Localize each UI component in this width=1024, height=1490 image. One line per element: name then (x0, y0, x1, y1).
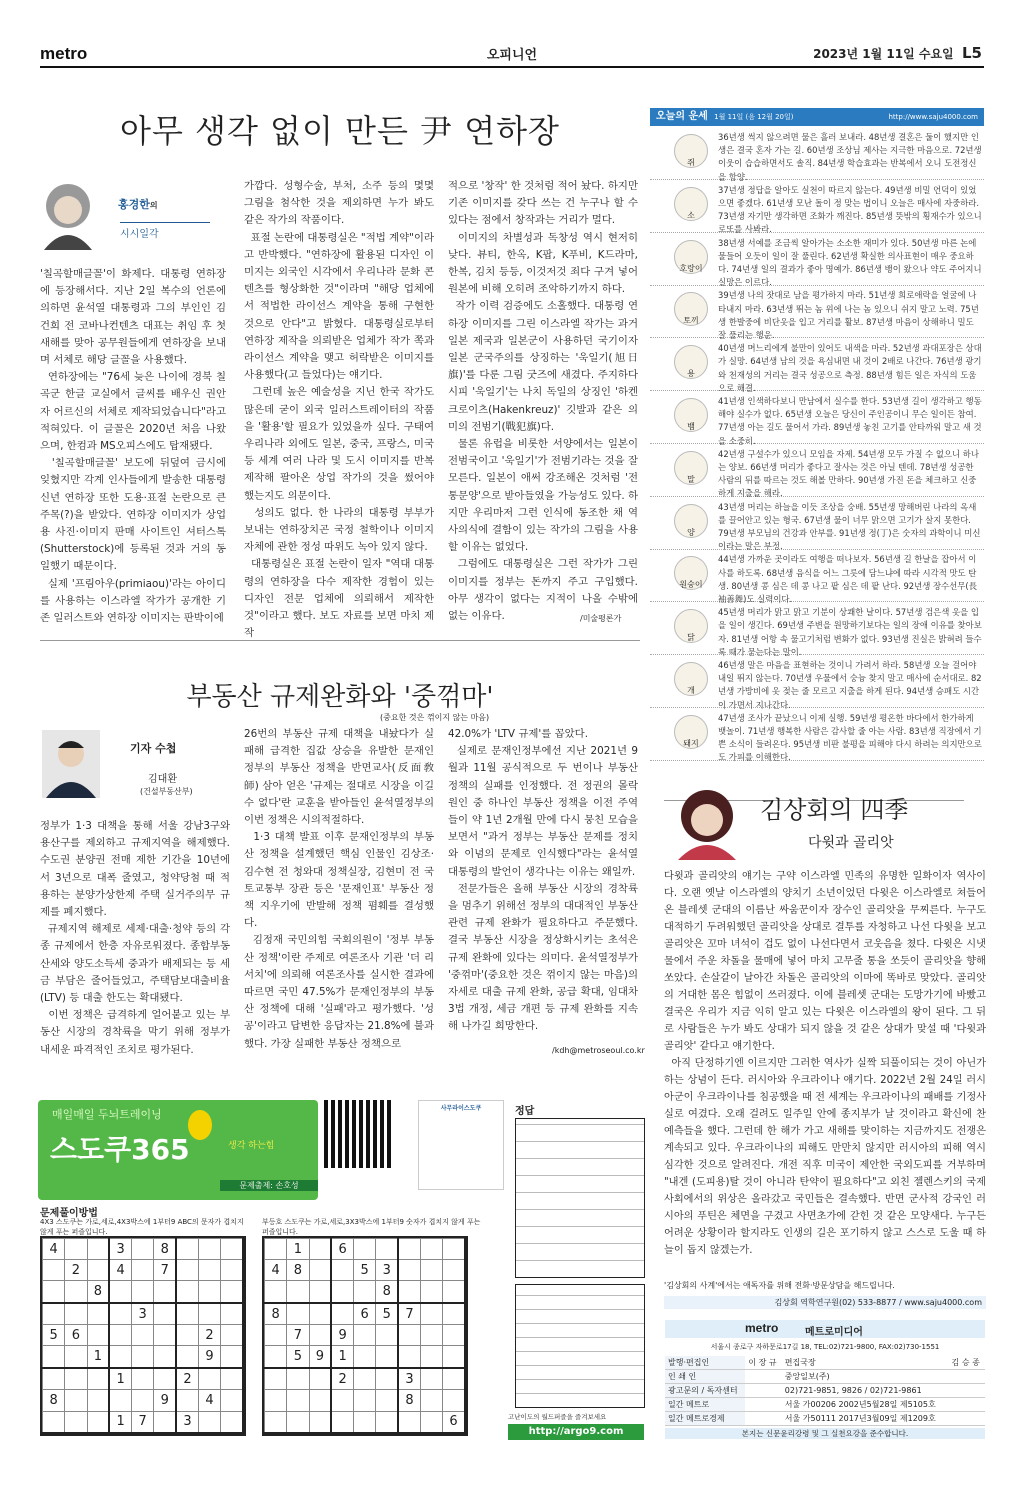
zodiac-icon (674, 292, 708, 326)
sudoku-cell[interactable] (376, 1411, 398, 1433)
fortune-text: 44년생 가까운 곳이라도 여행을 떠나보자. 56년생 길 한날을 잡아서 이사를 하도록. 68년생 음식을 어느 그릇에 담느냐에 따라 시각적 맛도 탄생. 80년생 콩 심은 데 콩 나고 팥 심은 데 팥 난다. 92년생 장수선무(長袖善舞)도 실력이다. (718, 554, 977, 604)
zodiac-label: 원숭이 (679, 580, 703, 590)
masthead-name: 메트로미디어 (805, 1327, 863, 1338)
column3-subtitle: 다윗과 골리앗 (808, 835, 894, 851)
sudoku-cell[interactable] (354, 1346, 376, 1368)
fortune-text: 37년생 정답을 알아도 실천이 따르지 않는다. 49년생 비밀 언덕이 있었으면 좋겠다. 61년생 모난 돌이 정 맞는 법이니 오늘은 매사에 자중하라. 73년생 자기만 생각하면 조화가 깨진다. 85년생 뜻밖의 횡재수가 있으니 로또를 사봐라. (718, 184, 982, 235)
sudoku-cell[interactable] (132, 1346, 154, 1368)
sudoku-cell[interactable] (376, 1346, 398, 1368)
editorial1-col3: 적으로 '창작' 한 것처럼 적어 놨다. 하지만 기존 이미지를 갖다 쓰는 건 누구나 할 수 있다는 점에서 창작과는 거리가 멀다. 이미지의 차별성과 독창성 역시 현저히 낮다. 뷰티, 한옥, K팝, K푸비, K드라마, 한복, 김치 등등, 이것저것 죄다 구겨 넣어 원본에 비해 오히려 조악하기까지 하다. 작가 이력 검증에도 소홀했다. 대통령 연하장 이미지를 그린 이스라엘 작가는 과거 일본 제국과 일본군이 사용하던 국기이자 일본 군국주의를 상징하는 '욱일기(旭日旗)'를 다룬 그림 굿즈에 새겼다. 주지하다시피 '욱일기'는 나치 독일의 상징인 '하켄크로이츠(Hakenkreuz)' 깃발과 같은 의미의 전범기(戰犯旗)다. 물론 유럽을 비롯한 서양에서는 일본이 전범국이고 '욱일기'가 전범기라는 것을 잘 모른다. 일본이 애써 강조해온 것처럼 '전통문양'으로 받아들였을 가능성도 있다. 하지만 우리마저 그런 인식에 동조한 채 역사의식에 결함이 있는 작가의 그림을 사용할 이유는 없었다. 그럼에도 대통령실은 그런 작가가 그린 이미지를 정부는 돈까지 주고 구입했다. 아무 생각이 없다는 지적이 나올 수밖에 없는 이유다. (448, 180, 639, 623)
sudoku-cell[interactable] (65, 1390, 87, 1411)
sudoku-cell[interactable] (331, 1411, 353, 1433)
masthead-logo: metro (745, 1321, 779, 1335)
rules-title: 문제풀이방법 (40, 1208, 98, 1219)
sudoku-cell[interactable] (420, 1346, 442, 1368)
sudoku-cell[interactable] (265, 1239, 287, 1260)
zodiac-icon (674, 240, 708, 274)
sudoku-cell[interactable] (398, 1325, 420, 1346)
author-photo-1 (40, 178, 96, 250)
sudoku-cell[interactable] (265, 1325, 287, 1346)
sudoku-cell[interactable]: 6 (443, 1411, 465, 1433)
sudoku-cell[interactable] (420, 1303, 442, 1325)
editorial2-col3: 42.0%가 'LTV 규제'를 꼽았다. 실제로 문재인정부에선 지난 2021년 9월과 11월 공식적으로 두 번이나 부동산 정책의 실패를 인정했다. 전 정권의 몰락 원인 중 하나인 부동산 정책을 이전 주역들이 약 1년 2개월 만에 다시 뭉친 모습을 보면서 "과거 정부는 부동산 문제를 정치와 이념의 문제로 인식했다"라는 윤석열 대통령의 발언이 생각나는 이유는 왜일까. 전문가들은 올해 부동산 시장의 경착륙을 멈추기 위해선 정부의 대대적인 부동산 관련 규제 완화가 필요하다고 주문했다. 결국 부동산 시장을 정상화시키는 초석은 규제 완화에 있다는 의미다. 윤석열정부가 '중꺾마'(중요한 것은 꺾이지 않는 마음)의 자세로 대출 규제 완화, 공급 확대, 임대차 3법 개정, 세금 개편 등 규제 완화를 지속해 나가길 희망한다. (448, 728, 639, 1033)
sudoku-cell[interactable] (65, 1346, 87, 1368)
sudoku-cell[interactable]: 7 (398, 1303, 420, 1325)
sudoku-cell[interactable] (132, 1260, 154, 1281)
sudoku-cell[interactable]: 8 (265, 1303, 287, 1325)
masthead-cell (949, 1370, 985, 1384)
sudoku-cell[interactable] (176, 1239, 198, 1260)
sudoku-cell[interactable] (398, 1260, 420, 1281)
zodiac-icon (674, 715, 708, 749)
sudoku-cell[interactable] (221, 1346, 243, 1368)
sudoku-cell[interactable]: 9 (331, 1325, 353, 1346)
sudoku-cell[interactable] (309, 1260, 331, 1281)
sudoku-cell[interactable] (109, 1390, 131, 1411)
sudoku-cell[interactable]: 7 (287, 1325, 309, 1346)
author-photo-3 (672, 786, 742, 860)
sudoku-cell[interactable]: 2 (331, 1368, 353, 1390)
sudoku-cell[interactable] (87, 1390, 109, 1411)
sudoku-cell[interactable]: 1 (331, 1346, 353, 1368)
sudoku-cell[interactable] (331, 1390, 353, 1411)
sudoku-cell[interactable] (443, 1239, 465, 1260)
fortune-text: 46년생 말은 마음을 표현하는 것이니 가려서 하라. 58년생 오늘 걸어야 내일 뛰지 않는다. 70년생 우물에서 숭늉 찾지 말고 매사에 순서대로. 82년생 가방비에 옷 젖는 줄 모르고 지출을 하게 된다. 94년생 승패도 시간이 가면서 지나간다. (718, 660, 982, 710)
sudoku-cell[interactable]: 6 (354, 1303, 376, 1325)
editorial1-col1: '칠곡할매글꼴'이 화제다. 대통령 연하장에 등장해서다. 지난 2일 복수의 언론에 의하면 윤석열 대통령과 그의 부인인 김건희 전 코바나컨텐츠 대표는 취임 후 첫 새해를 맞아 공무원들에게 연하장을 보내며 서체로 해당 글꼴을 사용했다. 연하장에는 "76세 늦은 나이에 경북 칠곡군 한글 교실에서 글씨를 배우신 권안자 어르신의 서체로 제작되었습니다"라고 적혀있다. 이 글꼴은 2020년 처음 나왔으며, 한컴과 MS오피스에도 탑재됐다. '칠곡할매글꼴' 보도에 뒤덮여 금시에 잊혔지만 각계 인사들에게 발송한 대통령 신년 연하장 또한 도용·표절 논란으로 큰 주목(?)을 받았다. 연하장 이미지가 상업용 사진·이미지 판매 사이트인 셔터스톡(Shutterstock)에 등록된 것과 거의 동일했기 때문이다. 실제 '프림아우(primiaou)'라는 아이디를 사용하는 이스라엘 작가가 공개한 기존 일러스트와 연하장 이미지는 판박이에 (40, 268, 226, 625)
sudoku-cell[interactable] (443, 1346, 465, 1368)
fortune-text: 36년생 썩지 않으려면 물은 흘러 보내라. 48년생 결혼은 둘이 했지만 인생은 결국 혼자 가는 길. 60년생 조상님 제사는 지극한 마음으로. 72년생 이웃이 습습하면서도 솔직. 84년생 학습효과는 반복에서 오니 도전정신을 함양. (718, 132, 982, 182)
zodiac-label: 토끼 (683, 316, 699, 326)
zodiac-label: 개 (687, 686, 695, 695)
sudoku-cell[interactable] (65, 1281, 87, 1303)
sudoku-cell[interactable] (176, 1281, 198, 1303)
sudoku-cell[interactable] (87, 1411, 109, 1433)
sudoku-cell[interactable] (198, 1281, 220, 1303)
sudoku-cell[interactable] (287, 1368, 309, 1390)
sudoku-cell[interactable] (398, 1239, 420, 1260)
sudoku-cell[interactable] (221, 1281, 243, 1303)
sudoku-cell[interactable] (43, 1411, 65, 1433)
sudoku-cell[interactable] (109, 1281, 131, 1303)
sudoku-cell[interactable] (354, 1325, 376, 1346)
masthead-cell: 인 쇄 인 (665, 1370, 745, 1384)
sudoku-cell[interactable] (109, 1325, 131, 1346)
sudoku-cell[interactable] (309, 1325, 331, 1346)
page-number: L5 (962, 44, 982, 62)
sudoku-cell[interactable] (221, 1368, 243, 1390)
sudoku-cell[interactable] (265, 1281, 287, 1303)
sudoku-cell[interactable] (420, 1368, 442, 1390)
masthead-footer: 본지는 신문윤리강령 및 그 실천요강을 준수합니다. (665, 1428, 985, 1439)
sudoku-cell[interactable] (354, 1368, 376, 1390)
answer-grid-2 (515, 1284, 645, 1408)
section-title: 오피니언 (486, 48, 538, 63)
sudoku-cell[interactable] (65, 1368, 87, 1390)
sudoku-cell[interactable] (87, 1303, 109, 1325)
sudoku-cell[interactable] (221, 1303, 243, 1325)
sudoku-book: 사무라이스도쿠 (418, 1100, 504, 1190)
sudoku-cell[interactable] (265, 1368, 287, 1390)
sudoku-cell[interactable]: 4 (109, 1260, 131, 1281)
sudoku-cell[interactable] (420, 1260, 442, 1281)
zodiac-icon (674, 345, 708, 379)
sudoku-cell[interactable] (154, 1303, 176, 1325)
sudoku-cell[interactable] (376, 1325, 398, 1346)
sudoku-cell[interactable] (287, 1390, 309, 1411)
fortune-row (650, 498, 984, 550)
masthead-cell: 일간 메트로경제 (665, 1412, 745, 1426)
sudoku-cell[interactable] (132, 1368, 154, 1390)
sudoku-cell[interactable] (309, 1239, 331, 1260)
zodiac-icon (674, 504, 708, 538)
fortune-text: 45년생 머리가 맑고 맑고 기분이 상쾌한 날이다. 57년생 검은색 옷을 입을 일이 생긴다. 69년생 주변을 원망하기보다는 일의 장애 이유를 찾아보자. 81년생 어항 속 물고기처럼 변화가 없다. 93년생 진실은 밝혀려 들수록 때가 묻는다는 말이. (718, 607, 982, 657)
sudoku-cell[interactable]: 8 (87, 1281, 109, 1303)
sudoku-cell[interactable]: 1 (87, 1346, 109, 1368)
sudoku-cell[interactable] (309, 1368, 331, 1390)
editorial2-col1: 정부가 1·3 대책을 통해 서울 강남3구와 용산구를 제외하고 규제지역을 해제했다. 수도권 분양권 전매 제한 기간을 10년에서 3년으로 대폭 줄였고, 청약당첨 때 적용하는 분양가상한제 주택 실거주의무 규제를 폐지했다. 규제지역 해제로 세제·대출·청약 등의 각종 규제에서 한층 자유로워졌다. 종합부동산세와 양도소득세 중과가 배제되는 등 세금 부담은 줄어들었고, 주택담보대출비율(LTV) 등 대출 한도는 확대됐다. 이번 정책은 급격하게 얼어붙고 있는 부동산 시장의 경착륙을 막기 위해 정부가 내세운 파격적인 조치로 평가된다. (40, 820, 231, 1056)
fortune-url[interactable]: http://www.saju4000.com (888, 113, 978, 121)
sudoku-cell[interactable] (132, 1281, 154, 1303)
sudoku-cell[interactable] (443, 1303, 465, 1325)
masthead-cell: 김 승 종 (949, 1356, 985, 1370)
sudoku-cell[interactable] (176, 1346, 198, 1368)
fortune-text: 42년생 구설수가 있으니 모임을 자제. 54년생 모두 가질 수 없으니 하나는 양보. 66년생 머리가 좋다고 잘사는 것은 아닐 텐데. 78년생 성공한 사람의 뒤를 따르는 것도 해볼 만하다. 90년생 가진 돈을 체크하고 신중하게 지출을 해라. (718, 448, 979, 499)
sudoku-cell[interactable] (331, 1260, 353, 1281)
sudoku-cell[interactable] (398, 1346, 420, 1368)
sudoku-cell[interactable] (309, 1303, 331, 1325)
sudoku-cell[interactable] (176, 1303, 198, 1325)
sudoku-tagline: 생각 하는힘 (228, 1141, 275, 1151)
sudoku-cell[interactable] (109, 1303, 131, 1325)
fortune-text: 41년생 인색하다보니 만남에서 실수를 한다. 53년생 길이 생각하고 행동해야 실수가 없다. 65년생 오늘은 당신이 주인공이니 무슨 일이든 참여. 77년생 아는 길도 물어서 가라. 89년생 놓친 고기를 안타까워 말고 새 것을 소중히. (718, 396, 982, 446)
zodiac-label: 용 (687, 369, 695, 379)
sudoku-cell[interactable]: 3 (109, 1239, 131, 1260)
author-name-1: 홍경한의 (118, 198, 158, 211)
sudoku-cell[interactable]: 4 (43, 1239, 65, 1260)
sudoku-cell[interactable] (221, 1239, 243, 1260)
sudoku-cell[interactable]: 8 (376, 1281, 398, 1303)
sudoku-cell[interactable]: 7 (132, 1411, 154, 1433)
masthead-cell (745, 1412, 781, 1426)
column3-contact: 김상회 역학연구원(02) 533-8877 / www.saju4000.com (664, 1296, 986, 1309)
fortune-row (650, 656, 984, 708)
sudoku-cell[interactable] (87, 1325, 109, 1346)
masthead-table (665, 1356, 985, 1426)
zodiac-icon (674, 451, 708, 485)
date-text: 2023년 1월 11일 수요일 (813, 47, 954, 61)
sudoku-cell[interactable]: 1 (109, 1411, 131, 1433)
sudoku-cell[interactable]: 9 (198, 1346, 220, 1368)
column3-title: 김상회의 四季 (760, 796, 909, 824)
sudoku-cell[interactable]: 3 (176, 1411, 198, 1433)
sudoku-cell[interactable] (420, 1281, 442, 1303)
sudoku-cell[interactable] (376, 1390, 398, 1411)
lightbulb-icon (188, 1110, 212, 1140)
sudoku-cell[interactable] (354, 1411, 376, 1433)
fortune-row (650, 709, 984, 761)
sudoku-cell[interactable] (420, 1411, 442, 1433)
sudoku-cell[interactable]: 5 (43, 1325, 65, 1346)
fortune-row (650, 128, 984, 180)
zodiac-label: 말 (687, 474, 695, 484)
sudoku-cell[interactable] (65, 1239, 87, 1260)
fortune-row (650, 603, 984, 655)
sudoku-cell[interactable]: 5 (376, 1303, 398, 1325)
column-name-2: 기자 수첩 (130, 742, 177, 755)
sudoku-cell[interactable]: 4 (198, 1390, 220, 1411)
masthead-row (665, 1398, 985, 1412)
sudoku-cell[interactable] (420, 1390, 442, 1411)
sudoku-cell[interactable]: 2 (65, 1260, 87, 1281)
sudoku-cell[interactable] (443, 1281, 465, 1303)
sudoku-cell[interactable] (265, 1390, 287, 1411)
qr-code-icon (324, 1100, 392, 1168)
sudoku-cell[interactable] (420, 1325, 442, 1346)
sudoku-cell[interactable] (443, 1260, 465, 1281)
masthead-cell: 중앙일보(주) (782, 1370, 949, 1384)
zodiac-label: 호랑이 (679, 263, 703, 273)
sudoku-cell[interactable] (154, 1325, 176, 1346)
sudoku-cell[interactable] (65, 1411, 87, 1433)
editorial1-col2: 가깝다. 성형수술, 부처, 소주 등의 몇몇 그림을 첨삭한 것을 제외하면 누가 봐도 같은 작가의 작품이다. 표절 논란에 대통령실은 "적법 계약"이라고 반박했다. "연하장에 활용된 디자인 이미지는 외국인 시각에서 우리나라 문화 콘텐츠를 형상화한 것"이라며 "해당 업체에서 적법한 라이선스 계약을 통해 구현한 것으로 안다"고 밝혔다. 대통령실로부터 연하장 제작을 의뢰받은 업체가 작가 쪽과 라이선스 계약을 맺고 허락받은 이미지를 사용했다(고 들었다)는 얘기다. 그런데 높은 예술성을 지닌 한국 작가도 많은데 굳이 외국 일러스트레이터의 작품을 '활용'할 필요가 있었을까 싶다. 구태여 우리나라 외에도 일본, 중국, 프랑스, 미국 등 세계 여러 나라 및 도시 이미지를 반복 제작해 팔아온 상업 작가의 것을 썼어야 했는지도 의문이다. 성의도 없다. 한 나라의 대통령 부부가 보내는 연하장치곤 국정 철학이나 이미지 자체에 관한 정성 따위도 녹아 있지 않다. 대통령실은 표절 논란이 일자 "역대 대통령의 연하장을 다수 제작한 경험이 있는 디자인 전문 업체에 의뢰해서 제작한 것"이라고 했다. 보도 자료를 보면 마치 제작 (244, 180, 435, 640)
sudoku-cell[interactable]: 4 (265, 1260, 287, 1281)
sudoku-cell[interactable] (265, 1346, 287, 1368)
answer-label: 정답 (515, 1106, 535, 1117)
argo-link[interactable]: http://argo9.com (508, 1424, 644, 1440)
sudoku-cell[interactable] (43, 1303, 65, 1325)
zodiac-icon (674, 609, 708, 643)
sudoku-cell[interactable]: 6 (331, 1239, 353, 1260)
editorial2-credit: /kdh@metroseoul.co.kr (552, 1046, 645, 1055)
sudoku-cell[interactable] (43, 1368, 65, 1390)
answer-grid-1 (515, 1118, 645, 1278)
sudoku-cell[interactable] (309, 1411, 331, 1433)
sudoku-cell[interactable] (354, 1239, 376, 1260)
sudoku-cell[interactable]: 8 (154, 1239, 176, 1260)
sudoku-cell[interactable] (354, 1390, 376, 1411)
masthead-cell (949, 1412, 985, 1426)
sudoku-cell[interactable] (443, 1325, 465, 1346)
fortune-text: 43년생 머리는 하늘을 이듯 조상을 숭배. 55년생 망해버린 나라의 옥새를 끌어안고 있는 형국. 67년생 물이 너무 맑으면 고기가 살지 못한다. 79년생 부모님의 건강과 안부를. 91년생 정(丁)은 숫자의 과학이니 미신이라는 말은 부정. (718, 501, 981, 552)
masthead-cell: 편집국장 (782, 1356, 949, 1370)
fortune-text: 39년생 나의 잣대로 남을 평가하지 마라. 51년생 희로애락을 얼굴에 나타내지 마라. 63년생 뛰는 놈 위에 나는 놈 있으니 쉬지 말고 노력. 75년생 한발중에 비단옷을 입고 거리를 활보. 87년생 마음이 상해하니 밀도 잘 풀리는 행운. (718, 290, 979, 340)
masthead-cell: 광고문의 / 독자센터 (665, 1384, 745, 1398)
sudoku-cell[interactable] (87, 1260, 109, 1281)
rules-text-2: 부등호 스도쿠는 가로,세로,3X3박스에 1부터9 숫자가 겹치지 않게 푸는 퍼즐입니다. (262, 1218, 481, 1236)
column3-body: 다윗과 골리앗의 얘기는 구약 이스라엘 민족의 유명한 일화이자 역사이다. 오랜 옛날 이스라엘의 양치기 소년이었던 다윗은 이스라엘로 쳐들어온 블레셋 군대의 이름난 싸움꾼이자 장수인 골리앗을 무찌른다. 누구도 대적하기 두려워했던 골리앗을 상대로 결투를 자청하고 나선 다윗을 보고 골리앗은 꼬마 녀석이 겁도 없이 나선다면서 코웃음을 쳤다. 다윗은 시냇물에서 주운 차돌을 물매에 넣어 마치 고무줄 통을 쏘듯이 골리앗을 향해 쏘았다. 손살같이 날아간 차돌은 골리앗의 이마에 똑바로 맞았다. 골리앗의 거대한 몸은 힘없이 쓰러졌다. 이에 블레셋 군대는 도망가기에 바빴고 결국은 우리가 지금 익히 알고 있는 다윗은 이스라엘의 왕이 된다. 그 뒤로 사람들은 누가 봐도 상대가 되지 않을 것 같은 상대가 맞설 때 '다윗과 골리앗' 같다고 얘기한다. 아직 단정하기엔 이르지만 그러한 역사가 실짝 되풀이되는 것이 아닌가 하는 상념이 든다. 러시아와 우크라이나 얘기다. 2022년 2월 24일 러시아군이 우크라이나를 침공했을 때 전 세계는 우크라이나의 패배를 기정사실로 여겼다. 오래 걸려도 일주일 안에 종지부가 날 것이라고 확신에 찬 예측들을 했다. 그런데 한 해가 가고 새해를 맞이하는 지금까지도 전쟁은 계속되고 있다. 우크라이나의 피해도 만만치 않지만 러시아의 피해 역시 심각한 것으로 알려진다. 개전 직후 미국이 제안한 국외도피를 거부하며 "내겐 (도피용)탈 것이 아니라 탄약이 필요하다"고 외친 젤렌스키의 국제사회에서의 위상은 올라갔고 국민들은 결속했다. 반면 군사적 강국인 러시아의 푸틴은 체면을 구겼고 사면초가에 갇힌 것 같은 모양새다. 누구든 어려운 상황이라 할지라도 인생의 길은 포기하지 않고 스스로 도울 때 하늘이 돕지 않겠는가. (664, 871, 986, 1256)
sudoku-cell[interactable] (176, 1260, 198, 1281)
sudoku-grid-2[interactable] (262, 1236, 468, 1436)
sudoku-cell[interactable] (221, 1411, 243, 1433)
sudoku-cell[interactable]: 5 (354, 1260, 376, 1281)
sudoku-cell[interactable] (331, 1281, 353, 1303)
sudoku-brand: 매일매일 두뇌트레이닝 (52, 1108, 162, 1121)
masthead-cell (745, 1370, 781, 1384)
header-rule (40, 66, 984, 68)
sudoku-cell[interactable] (43, 1260, 65, 1281)
fortune-row (650, 550, 984, 602)
editorial2-subtitle: (중요한 것은 꺾이지 않는 마음) (380, 713, 490, 722)
zodiac-label: 양 (687, 527, 695, 537)
sudoku-cell[interactable]: 3 (376, 1260, 398, 1281)
zodiac-label: 닭 (687, 633, 695, 643)
fortune-text: 47년생 조사가 끝났으니 이제 실행. 59년생 평온한 바다에서 한가하게 뱃놀이. 71년생 행복한 사람은 감사할 줄 아는 사람. 83년생 직장에서 기쁜 소식이 들려온다. 95년생 비판 불평을 피해야 다시 하려는 의지만으로도 가피를 이해한다. (718, 712, 982, 763)
masthead-cell: 발행·편집인 (665, 1356, 745, 1370)
sudoku-cell[interactable]: 3 (132, 1303, 154, 1325)
masthead-cell (949, 1398, 985, 1412)
sudoku-cell[interactable] (198, 1411, 220, 1433)
sudoku-cell[interactable] (132, 1325, 154, 1346)
fortune-row (650, 339, 984, 391)
zodiac-icon (674, 134, 708, 168)
fortune-row (650, 234, 984, 286)
sudoku-cell[interactable] (198, 1260, 220, 1281)
sudoku-cell[interactable] (198, 1239, 220, 1260)
sudoku-cell[interactable] (309, 1281, 331, 1303)
sudoku-cell[interactable]: 8 (43, 1390, 65, 1411)
masthead-row (665, 1384, 985, 1398)
sudoku-cell[interactable] (398, 1411, 420, 1433)
editorial2-title: 부동산 규제완화와 '중꺾마' (186, 682, 494, 712)
editorial1-title: 아무 생각 없이 만든 尹 연하장 (120, 112, 560, 150)
editorial1-credit: /미술평론가 (580, 614, 622, 623)
sudoku-cell[interactable]: 6 (65, 1325, 87, 1346)
sudoku-cell[interactable] (287, 1303, 309, 1325)
masthead-cell: 일간 메트로 (665, 1398, 745, 1412)
masthead-address: 서울시 종로구 자하문로17길 18, TEL:02)721-9800, FAX:02)730-1551 (710, 1343, 940, 1351)
sudoku-cell[interactable] (154, 1346, 176, 1368)
sudoku-cell[interactable] (398, 1281, 420, 1303)
sudoku-cell[interactable] (154, 1368, 176, 1390)
sudoku-cell[interactable]: 9 (154, 1390, 176, 1411)
masthead-row (665, 1370, 985, 1384)
zodiac-label: 소 (687, 210, 695, 220)
sudoku-cell[interactable] (65, 1303, 87, 1325)
masthead-cell (949, 1384, 985, 1398)
sudoku-cell[interactable]: 9 (309, 1346, 331, 1368)
sudoku-cell[interactable] (265, 1411, 287, 1433)
sudoku-cell[interactable] (376, 1368, 398, 1390)
sudoku-cell[interactable] (43, 1281, 65, 1303)
fortune-text: 38년생 서예를 조금씩 알아가는 소소한 재미가 있다. 50년생 마른 논에 물들어 오듯이 일이 잘 풀린다. 62년생 확실한 의사표현이 매우 중요하다. 74년생 일의 결과가 좋아 명예가. 86년생 뱅이 왔으나 약도 주어지니 실망은 이르다. (718, 237, 982, 288)
zodiac-label: 돼지 (683, 738, 699, 748)
sudoku-cell[interactable]: 8 (398, 1390, 420, 1411)
fortune-row (650, 181, 984, 233)
sudoku-cell[interactable] (87, 1368, 109, 1390)
sudoku-author: 문제출제: 손호성 (220, 1180, 318, 1191)
sudoku-cell[interactable]: 5 (287, 1346, 309, 1368)
sudoku-cell[interactable] (154, 1281, 176, 1303)
sudoku-cell[interactable] (198, 1303, 220, 1325)
fortune-row (650, 392, 984, 444)
masthead-cell: 서울 가00206 2002년5월28일 제5105호 (782, 1398, 949, 1412)
sudoku-grid-1[interactable] (40, 1236, 246, 1436)
sudoku-cell[interactable] (132, 1390, 154, 1411)
fortune-row (650, 445, 984, 497)
sudoku-cell[interactable] (443, 1390, 465, 1411)
sudoku-cell[interactable] (309, 1390, 331, 1411)
zodiac-label: 쥐 (687, 158, 695, 167)
sudoku-cell[interactable] (176, 1325, 198, 1346)
masthead-cell: 서울 가50111 2017년3월09일 제1209호 (782, 1412, 949, 1426)
sudoku-cell[interactable] (43, 1346, 65, 1368)
author-photo-2 (42, 730, 100, 798)
fortune-title: 오늘의 운세 (656, 111, 708, 122)
sudoku-cell[interactable] (443, 1368, 465, 1390)
sudoku-cell[interactable]: 3 (398, 1368, 420, 1390)
publisher-text: 고난이도의 월드퍼즐을 즐겨보세요 (508, 1413, 607, 1421)
masthead-cell (745, 1398, 781, 1412)
sudoku-cell[interactable] (420, 1239, 442, 1260)
column-name-1: 시시일각 (120, 222, 210, 240)
sudoku-cell[interactable] (287, 1281, 309, 1303)
masthead-cell: 02)721-9851, 9826 / 02)721-9861 (782, 1384, 949, 1398)
sudoku-cell[interactable] (132, 1239, 154, 1260)
sudoku-cell[interactable] (109, 1346, 131, 1368)
metro-logo: metro (40, 44, 88, 63)
sudoku-cell[interactable]: 1 (109, 1368, 131, 1390)
editorial2-col2: 26번의 부동산 규제 대책을 내놨다가 실패해 급격한 집값 상승을 유발한 문재인 정부의 부동산 정책을 반면교사(反面敎師) 삼아 얻은 '규제는 절대로 시장을 이길 수 없다'란 교훈을 받아들인 윤석열정부의 이번 정책은 시의적절하다. 1·3 대책 발표 이후 문재인정부의 부동산 정책을 설계했던 핵심 인물인 김상조·김수현 전 청와대 정책실장, 김현미 전 국토교통부 장관 등은 '문재인표' 부동산 정책 지우기에 반발해 정책 폄훼를 결성했다. 김정재 국민의힘 국회의원이 '정부 부동산 정책'이란 주제로 여론조사 기관 '더 리서치'에 의뢰해 여론조사를 실시한 결과에 따르면 국민 47.5%가 문재인정부의 부동산 정책에 대해 '실패'라고 평가했다. '성공'이라고 답변한 응답자는 21.8%에 불과했다. 가장 실패한 부동산 정책으로 (244, 728, 435, 1050)
sudoku-cell[interactable]: 1 (287, 1239, 309, 1260)
zodiac-icon (674, 556, 708, 590)
sudoku-cell[interactable] (354, 1281, 376, 1303)
author-name-2: 김대환 (148, 774, 177, 785)
masthead-bar (665, 1320, 985, 1338)
sudoku-cell[interactable] (87, 1239, 109, 1260)
fortune-header (650, 108, 984, 126)
sudoku-cell[interactable]: 2 (198, 1325, 220, 1346)
masthead-row (665, 1356, 985, 1370)
rules-text-1: 4X3 스도쿠는 가로,세로,4X3박스에 1부터9 ABC의 문자가 겹치지 않게 푸는 퍼즐입니다. (40, 1218, 244, 1236)
sudoku-cell[interactable]: 8 (287, 1260, 309, 1281)
fortune-text: 40년생 며느리에게 불만이 있어도 내색을 마라. 52년생 과대포장은 상대가 실망. 64년생 남의 것을 욕심내면 내 것이 2배로 나간다. 76년생 광기와 천재성의 거리는 결국 성공으로 측정. 88년생 힘든 일은 자식의 도움으로 해결. (718, 343, 982, 393)
zodiac-label: 뱀 (687, 422, 695, 431)
author-affiliation-2: (건설부동산부) (140, 787, 193, 796)
zodiac-icon (674, 187, 708, 221)
sudoku-cell[interactable] (221, 1390, 243, 1411)
sudoku-cell[interactable]: 2 (176, 1368, 198, 1390)
fortune-row (650, 286, 984, 338)
column3-note: '김상회의 사계'에서는 애독자를 위해 전화·방문상담을 해드립니다. (664, 1281, 895, 1290)
sudoku-cell[interactable] (221, 1325, 243, 1346)
sudoku-cell[interactable] (221, 1260, 243, 1281)
sudoku-cell[interactable] (176, 1390, 198, 1411)
sudoku-cell[interactable] (376, 1239, 398, 1260)
sudoku-title: 스도쿠365 (50, 1133, 190, 1166)
sudoku-cell[interactable] (287, 1411, 309, 1433)
zodiac-icon (674, 398, 708, 432)
masthead-cell: 이 장 규 (745, 1356, 781, 1370)
sudoku-cell[interactable] (154, 1411, 176, 1433)
sudoku-cell[interactable]: 7 (154, 1260, 176, 1281)
divider (40, 640, 640, 641)
masthead-row (665, 1412, 985, 1426)
sudoku-cell[interactable] (198, 1368, 220, 1390)
masthead-cell (745, 1384, 781, 1398)
fortune-date: 1월 11일 (음 12월 20일) (714, 113, 794, 121)
sudoku-cell[interactable] (331, 1303, 353, 1325)
zodiac-icon (674, 662, 708, 696)
issue-date (813, 44, 982, 62)
